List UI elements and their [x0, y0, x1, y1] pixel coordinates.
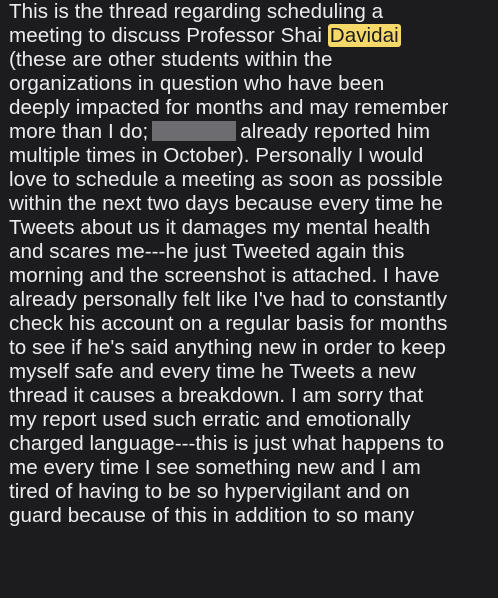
redacted-name-block: [152, 121, 236, 141]
message-line-6-text: more than I do;: [9, 120, 149, 143]
message-line-9: within the next two days because every time he: [9, 192, 443, 215]
message-line-16: myself safe and every time he Tweets a new: [9, 360, 416, 383]
message-body: [9, 0, 495, 528]
message-line-11: and scares me---he just Tweeted again this: [9, 240, 405, 263]
message-line-6: [9, 120, 495, 144]
message-line-2-text: meeting to discuss Professor Shai: [9, 24, 322, 47]
search-highlight: Davidai: [329, 24, 399, 47]
message-line-20: me every time I see something new and I am: [9, 456, 421, 479]
message-line-19: charged language---this is just what happens to: [9, 432, 445, 455]
message-line-14: check his account on a regular basis for months: [9, 312, 448, 335]
message-line-17: thread it causes a breakdown. I am sorry that: [9, 384, 424, 407]
message-line-22: guard because of this in addition to so many: [9, 504, 415, 527]
message-line-7: multiple times in October). Personally I would: [9, 144, 424, 167]
message-line-15: to see if he's said anything new in order to keep: [9, 336, 446, 359]
message-line-12: morning and the screenshot is attached. I have: [9, 264, 440, 287]
message-line-18: my report used such erratic and emotionally: [9, 408, 411, 431]
message-line-8: love to schedule a meeting as soon as possible: [9, 168, 443, 191]
message-line-6-after-redaction: already reported him: [240, 120, 431, 143]
message-line-1: This is the thread regarding scheduling a: [9, 0, 384, 23]
message-line-21: tired of having to be so hypervigilant and on: [9, 480, 410, 503]
message-line-13: already personally felt like I've had to constantly: [9, 288, 448, 311]
message-line-4: organizations in question who have been: [9, 72, 385, 95]
message-line-2: [9, 24, 495, 48]
message-line-10: Tweets about us it damages my mental health: [9, 216, 431, 239]
message-line-3: (these are other students within the: [9, 48, 333, 71]
message-line-5: deeply impacted for months and may remember: [9, 96, 449, 119]
